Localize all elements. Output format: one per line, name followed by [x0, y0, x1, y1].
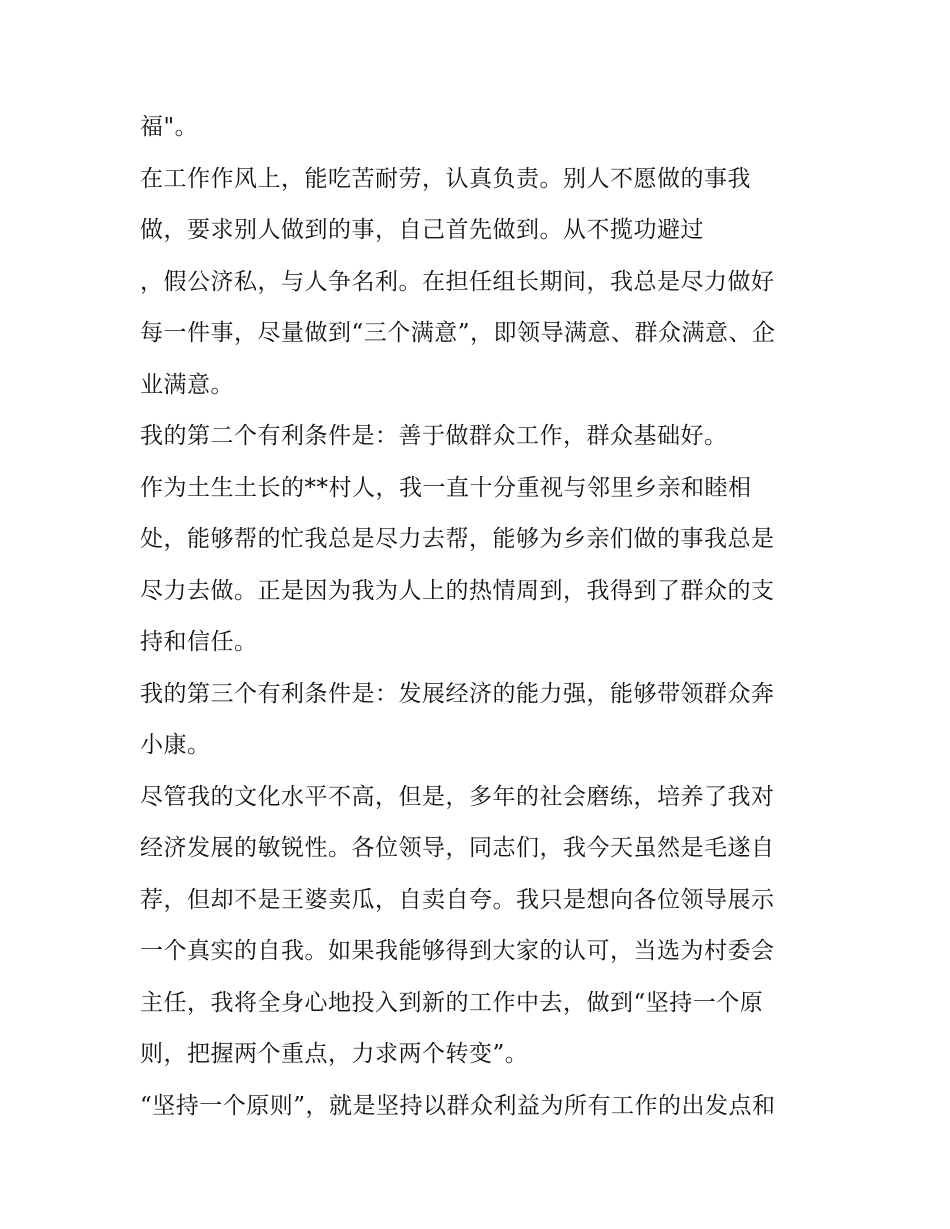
text-line: 持和信任。: [140, 629, 258, 655]
text-line: 一个真实的自我。如果我能够得到大家的认可，当选为村委会: [140, 938, 775, 964]
text-line: 每一件事，尽量做到“三个满意”，即领导满意、群众满意、企: [140, 320, 776, 346]
text-line: 我的第二个有利条件是：善于做群众工作，群众基础好。: [140, 423, 728, 449]
text-line: 荐，但却不是王婆卖瓜，自卖自夸。我只是想向各位领导展示: [140, 886, 775, 913]
text-line: 小康。: [140, 732, 211, 758]
text-line: ，假公济私，与人争名利。在担任组长期间，我总是尽力做好: [140, 268, 775, 295]
body-text: [140, 102, 830, 1132]
text-line: 尽力去做。正是因为我为人上的热情周到，我得到了群众的支: [140, 577, 775, 604]
text-line: “坚持一个原则”，就是坚持以群众利益为所有工作的出发点和: [140, 1092, 776, 1119]
text-line: 处，能够帮的忙我总是尽力去帮，能够为乡亲们做的事我总是: [140, 526, 775, 552]
text-line: 主任，我将全身心地投入到新的工作中去，做到“坚持一个原: [140, 989, 764, 1016]
text-line: 我的第三个有利条件是：发展经济的能力强，能够带领群众奔: [140, 680, 775, 707]
text-line: 则，把握两个重点，力求两个转变”。: [140, 1041, 529, 1067]
text-line: 在工作作风上，能吃苦耐劳，认真负责。别人不愿做的事我: [140, 165, 751, 192]
text-line: 做，要求别人做到的事，自己首先做到。从不揽功避过: [140, 217, 704, 243]
text-line: 业满意。: [140, 371, 234, 398]
text-line: 经济发展的敏锐性。各位领导，同志们，我今天虽然是毛遂自: [140, 835, 775, 861]
text-line: 尽管我的文化水平不高，但是，多年的社会磨练，培养了我对: [140, 783, 775, 810]
text-line: 福"。: [140, 114, 199, 140]
text-line: 作为土生土长的**村人，我一直十分重视与邻里乡亲和睦相: [140, 474, 752, 501]
